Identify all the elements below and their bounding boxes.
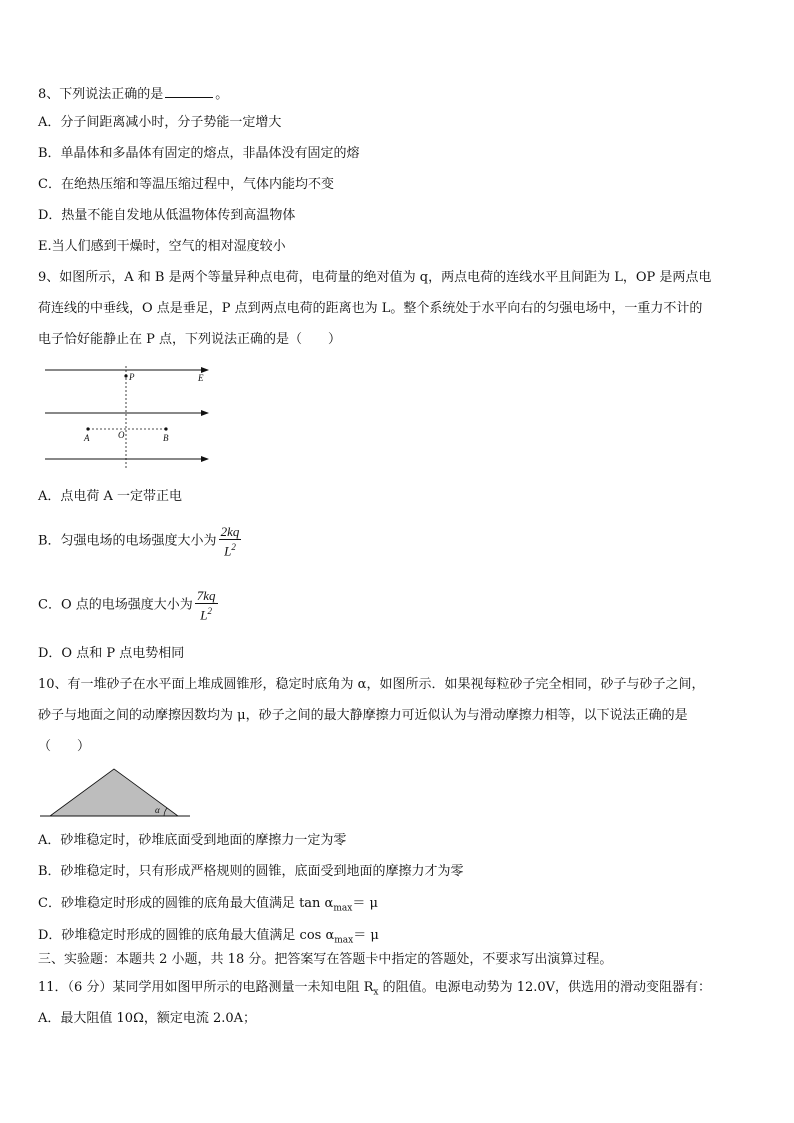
q9-option-a: A．点电荷 A 一定带正电 xyxy=(38,489,183,504)
q9-option-c-fraction xyxy=(195,588,218,622)
charge-a xyxy=(86,427,89,430)
q10-option-d-end: ＝ μ xyxy=(353,928,379,943)
q9-stem-line3: 电子恰好能静止在 P 点，下列说法正确的是（ ） xyxy=(38,332,342,347)
q9-field-diagram xyxy=(40,362,220,474)
q9-option-b xyxy=(38,524,241,559)
q11-stem-subscript: x xyxy=(373,987,379,998)
section-3-heading: 三、实验题：本题共 2 小题，共 18 分。把答案写在答题卡中指定的答题处，不要求写出演算过程。 xyxy=(38,952,613,967)
q8-option-a: A．分子间距离减小时，分子势能一定增大 xyxy=(38,115,282,130)
q9-option-c-numerator: 7kq xyxy=(196,588,216,603)
q9-option-b-exponent: 2 xyxy=(231,542,236,552)
q11-stem-part1: 11．（6 分）某同学用如图甲所示的电路测量一未知电阻 R xyxy=(38,980,374,995)
q10-option-c xyxy=(38,895,378,918)
q9-option-b-numerator: 2kq xyxy=(220,524,240,539)
label-b: B xyxy=(163,433,169,443)
label-e: E xyxy=(198,373,204,383)
q11-stem xyxy=(38,979,711,1002)
q9-option-b-text: B．匀强电场的电场强度大小为 xyxy=(38,533,217,549)
q9-option-c-exponent: 2 xyxy=(207,606,212,616)
label-o: O xyxy=(118,430,125,440)
q8-option-c: C．在绝热压缩和等温压缩过程中，气体内能均不变 xyxy=(38,177,334,192)
q9-stem-line2: 荷连线的中垂线，O 点是垂足，P 点到两点电荷的距离也为 L。整个系统处于水平向右的匀强电场中，一重力不计的 xyxy=(38,301,703,316)
q8-stem-suffix: 。 xyxy=(215,87,229,102)
charge-b xyxy=(164,427,167,430)
q11-option-a: A．最大阻值 10Ω，额定电流 2.0A； xyxy=(38,1011,257,1026)
q8-option-e: E.当人们感到干燥时，空气的相对湿度较小 xyxy=(38,239,286,254)
q8-option-b: B．单晶体和多晶体有固定的熔点，非晶体没有固定的熔 xyxy=(38,146,360,161)
q10-option-c-text: C．砂堆稳定时形成的圆锥的底角最大值满足 tan α xyxy=(38,896,334,911)
q8-option-d: D．热量不能自发地从低温物体传到高温物体 xyxy=(38,208,296,223)
q8-stem xyxy=(38,83,228,104)
q8-stem-prefix: 8、下列说法正确的是 xyxy=(38,87,164,102)
q10-stem-line2: 砂子与地面之间的动摩擦因数均为 μ，砂子之间的最大静摩擦力可近似认为与滑动摩擦力相等，以下说法正确的是 xyxy=(38,708,688,723)
label-p: P xyxy=(129,372,135,382)
q10-option-c-subscript: max xyxy=(333,903,353,914)
q10-option-a: A．砂堆稳定时，砂堆底面受到地面的摩擦力一定为零 xyxy=(38,833,347,848)
q10-option-c-end: ＝ μ xyxy=(352,896,378,911)
q10-option-b: B．砂堆稳定时，只有形成严格规则的圆锥，底面受到地面的摩擦力才为零 xyxy=(38,864,464,879)
q9-option-c-text: C．O 点的电场强度大小为 xyxy=(38,597,193,613)
q10-option-d-subscript: max xyxy=(334,935,354,946)
q8-answer-blank[interactable] xyxy=(165,83,213,98)
q9-stem-line1: 9、如图所示，A 和 B 是两个等量异种点电荷，电荷量的绝对值为 q，两点电荷的连线水平且间距为 L，OP 是两点电 xyxy=(38,270,712,285)
q9-option-b-fraction xyxy=(219,524,242,558)
label-alpha: α xyxy=(155,805,160,815)
q9-option-b-denominator: L xyxy=(224,543,232,559)
q9-option-d: D．O 点和 P 点电势相同 xyxy=(38,646,185,661)
q9-option-c-denominator: L xyxy=(200,607,208,623)
q10-stem-line3: （ ） xyxy=(38,739,91,754)
q9-option-c xyxy=(38,588,218,623)
q10-sand-cone-diagram xyxy=(38,766,192,820)
q10-option-d xyxy=(38,927,379,950)
label-a: A xyxy=(84,433,90,443)
q10-stem-line1: 10、有一堆砂子在水平面上堆成圆锥形，稳定时底角为 α，如图所示．如果视每粒砂子完全相同，砂子与砂子之间， xyxy=(38,677,705,692)
q10-option-d-text: D．砂堆稳定时形成的圆锥的底角最大值满足 cos α xyxy=(38,928,335,943)
q11-stem-part2: 的阻值。电源电动势为 12.0V，供选用的滑动变阻器有： xyxy=(378,980,712,995)
point-p xyxy=(124,374,127,377)
